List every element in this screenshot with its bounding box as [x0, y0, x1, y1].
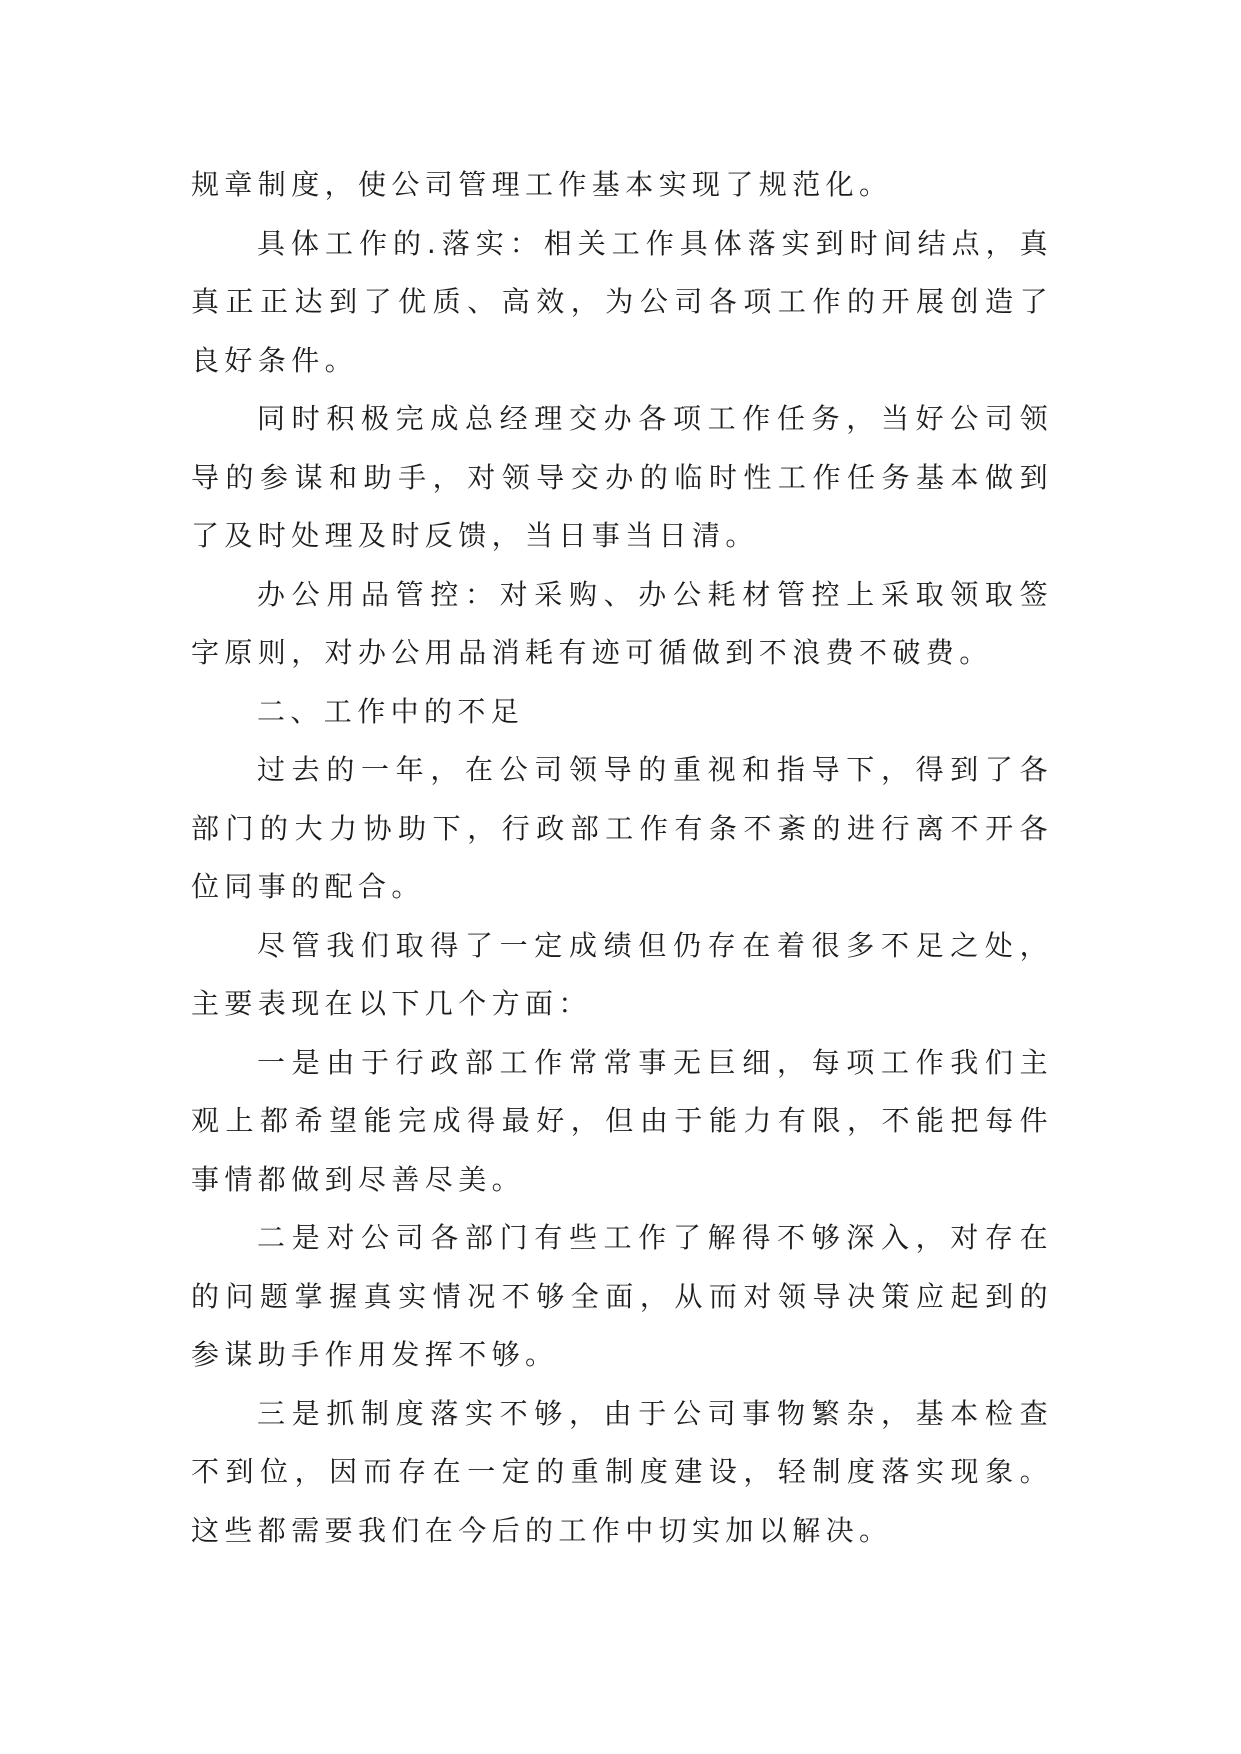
section-heading: 二、工作中的不足	[257, 694, 525, 728]
paragraph-5: 过去的一年，在公司领导的重视和指导下，得到了各部门的大力协助下，行政部工作有条不紊的进行离不开各位同事的配合。	[191, 753, 1053, 903]
paragraph-2: 具体工作的.落实：相关工作具体落实到时间结点，真真正正达到了优质、高效，为公司各项工作的开展创造了良好条件。	[191, 226, 1053, 377]
paragraph-1: 规章制度，使公司管理工作基本实现了规范化。	[191, 168, 893, 201]
paragraph-9: 三是抓制度落实不够，由于公司事物繁杂，基本检查不到位，因而存在一定的重制度建设，轻制度落实现象。这些都需要我们在今后的工作中切实加以解决。	[191, 1396, 1053, 1547]
paragraph-3: 同时积极完成总经理交办各项工作任务，当好公司领导的参谋和助手，对领导交办的临时性工作任务基本做到了及时处理及时反馈，当日事当日清。	[191, 402, 1053, 552]
paragraph-8: 二是对公司各部门有些工作了解得不够深入，对存在的问题掌握真实情况不够全面，从而对领导决策应起到的参谋助手作用发挥不够。	[191, 1221, 1053, 1371]
paragraph-6: 尽管我们取得了一定成绩但仍存在着很多不足之处，主要表现在以下几个方面：	[191, 928, 1053, 1020]
paragraph-7: 一是由于行政部工作常常事无巨细，每项工作我们主观上都希望能完成得最好，但由于能力有限，不能把每件事情都做到尽善尽美。	[191, 1045, 1053, 1196]
document-body	[191, 156, 1053, 1560]
paragraph-4: 办公用品管控：对采购、办公耗材管控上采取领取签字原则，对办公用品消耗有迹可循做到不浪费不破费。	[191, 577, 1053, 669]
